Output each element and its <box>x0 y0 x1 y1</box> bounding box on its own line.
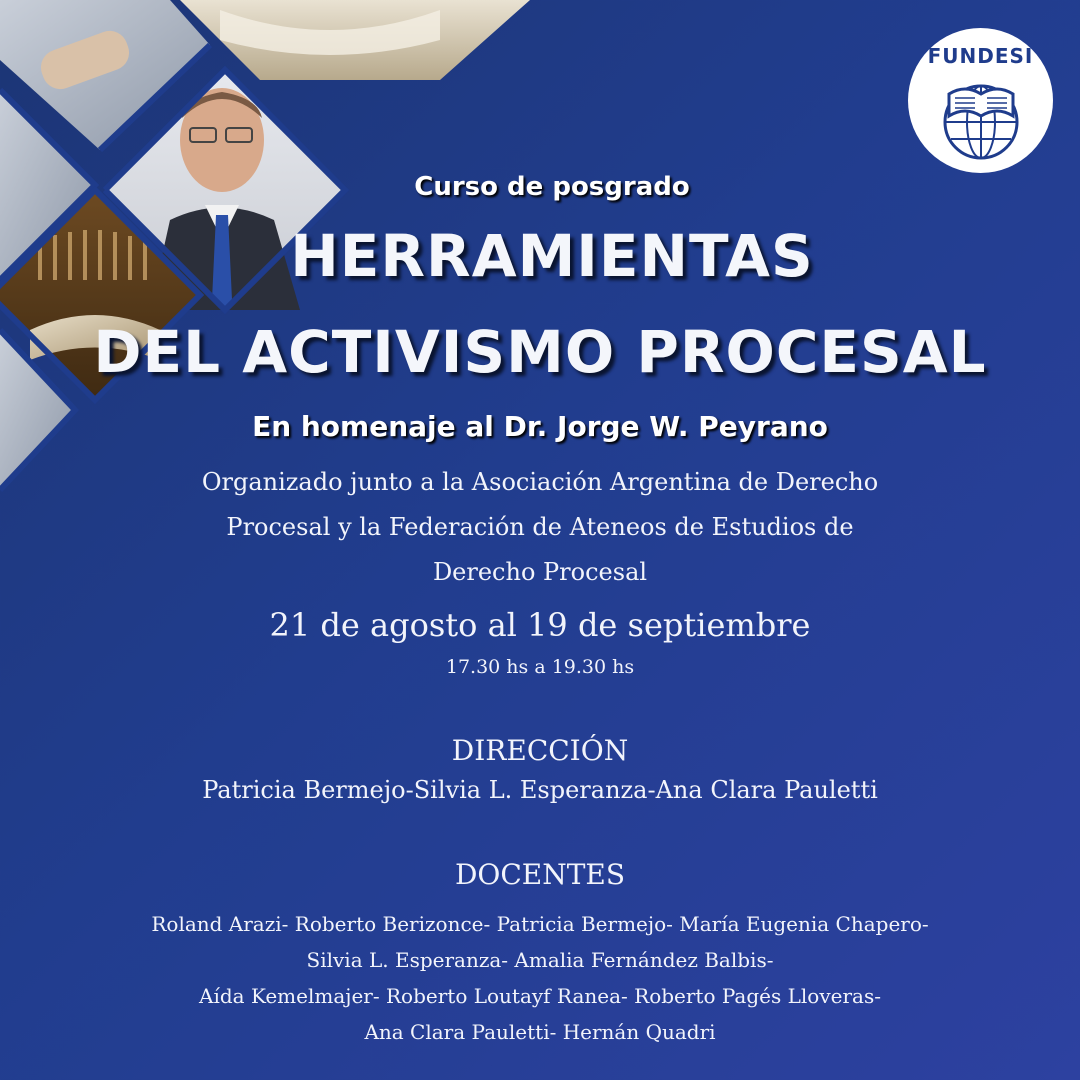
organized-line2: Procesal y la Federación de Ateneos de Estudios de <box>226 513 854 541</box>
course-hours: 17.30 hs a 19.30 hs <box>445 656 635 678</box>
logo-text: FUNDESI <box>927 44 1034 68</box>
teachers-line: Silvia L. Esperanza- Amalia Fernández Balbis- <box>306 948 774 972</box>
organized-line3: Derecho Procesal <box>432 558 648 586</box>
direction-heading: DIRECCIÓN <box>451 734 629 767</box>
teachers-heading: DOCENTES <box>454 858 626 891</box>
teachers-line: Roland Arazi- Roberto Berizonce- Patricia Bermejo- María Eugenia Chapero- <box>151 912 929 936</box>
direction-names: Patricia Bermejo-Silvia L. Esperanza-Ana Clara Pauletti <box>202 776 878 804</box>
tribute-line: En homenaje al Dr. Jorge W. Peyrano <box>252 410 828 443</box>
globe-book-icon <box>931 64 1031 164</box>
course-title-line1: HERRAMIENTAS <box>290 222 814 290</box>
fundesi-logo <box>908 28 1053 173</box>
organized-block <box>0 460 1080 595</box>
teachers-line: Aída Kemelmajer- Roberto Loutayf Ranea- Roberto Pagés Lloveras- <box>199 984 881 1008</box>
teachers-line: Ana Clara Pauletti- Hernán Quadri <box>364 1020 716 1044</box>
course-dates: 21 de agosto al 19 de septiembre <box>269 606 811 644</box>
course-type: Curso de posgrado <box>414 172 690 202</box>
organized-line1: Organizado junto a la Asociación Argentina de Derecho <box>201 468 879 496</box>
teachers-list <box>0 906 1080 1050</box>
course-title-line2: DEL ACTIVISMO PROCESAL <box>93 318 987 386</box>
